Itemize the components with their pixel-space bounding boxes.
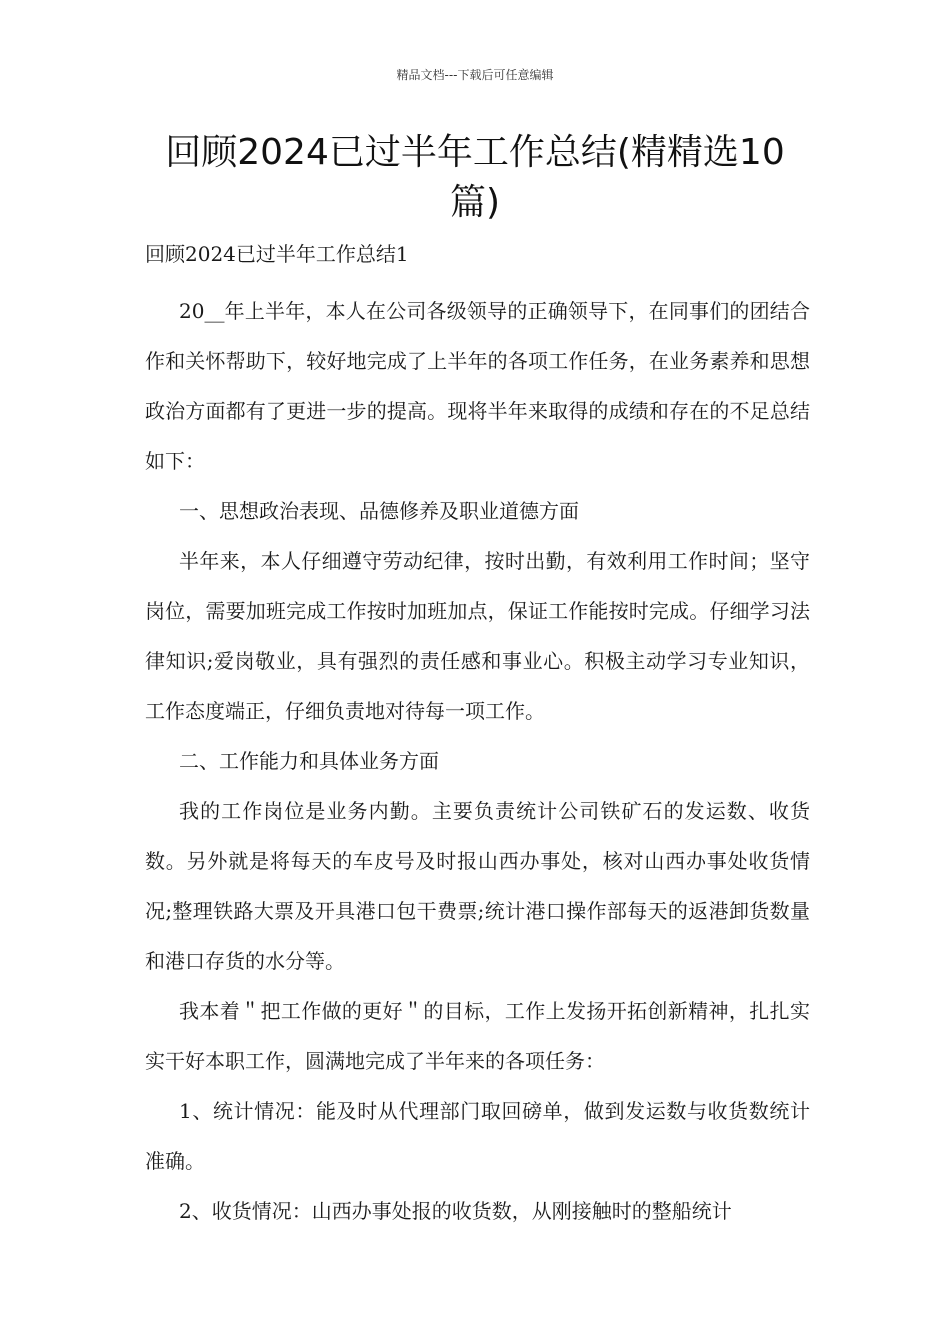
document-title: 回顾2024已过半年工作总结(精精选10篇): [165, 132, 785, 223]
paragraph: 我的工作岗位是业务内勤。主要负责统计公司铁矿石的发运数、收货数。另外就是将每天的车皮号及时报山西办事处，核对山西办事处收货情况;整理铁路大票及开具港口包干费票;统计港口操作部每天的返港卸货数量和港口存货的水分等。: [145, 799, 810, 973]
paragraph: 半年来，本人仔细遵守劳动纪律，按时出勤，有效利用工作时间；坚守岗位，需要加班完成工作按时加班加点，保证工作能按时完成。仔细学习法律知识;爱岗敬业，具有强烈的责任感和事业心。积极主动学习专业知识，工作态度端正，仔细负责地对待每一项工作。: [145, 549, 810, 723]
section-title: 回顾2024已过半年工作总结1: [145, 242, 409, 266]
document-body: [145, 234, 810, 1236]
subheading: 二、工作能力和具体业务方面: [179, 749, 439, 773]
paragraph: 20__年上半年，本人在公司各级领导的正确领导下，在同事们的团结合作和关怀帮助下，较好地完成了上半年的各项工作任务，在业务素养和思想政治方面都有了更进一步的提高。现将半年来取得的成绩和存在的不足总结如下：: [145, 299, 810, 473]
list-item: 2、收货情况：山西办事处报的收货数，从刚接触时的整船统计: [179, 1199, 732, 1223]
paragraph: 我本着＂把工作做的更好＂的目标，工作上发扬开拓创新精神，扎扎实实干好本职工作，圆满地完成了半年来的各项任务：: [145, 999, 810, 1073]
subheading: 一、思想政治表现、品德修养及职业道德方面: [179, 499, 579, 523]
header-note: 精品文档---下载后可任意编辑: [396, 68, 554, 82]
list-item: 1、统计情况：能及时从代理部门取回磅单，做到发运数与收货数统计准确。: [145, 1099, 810, 1173]
